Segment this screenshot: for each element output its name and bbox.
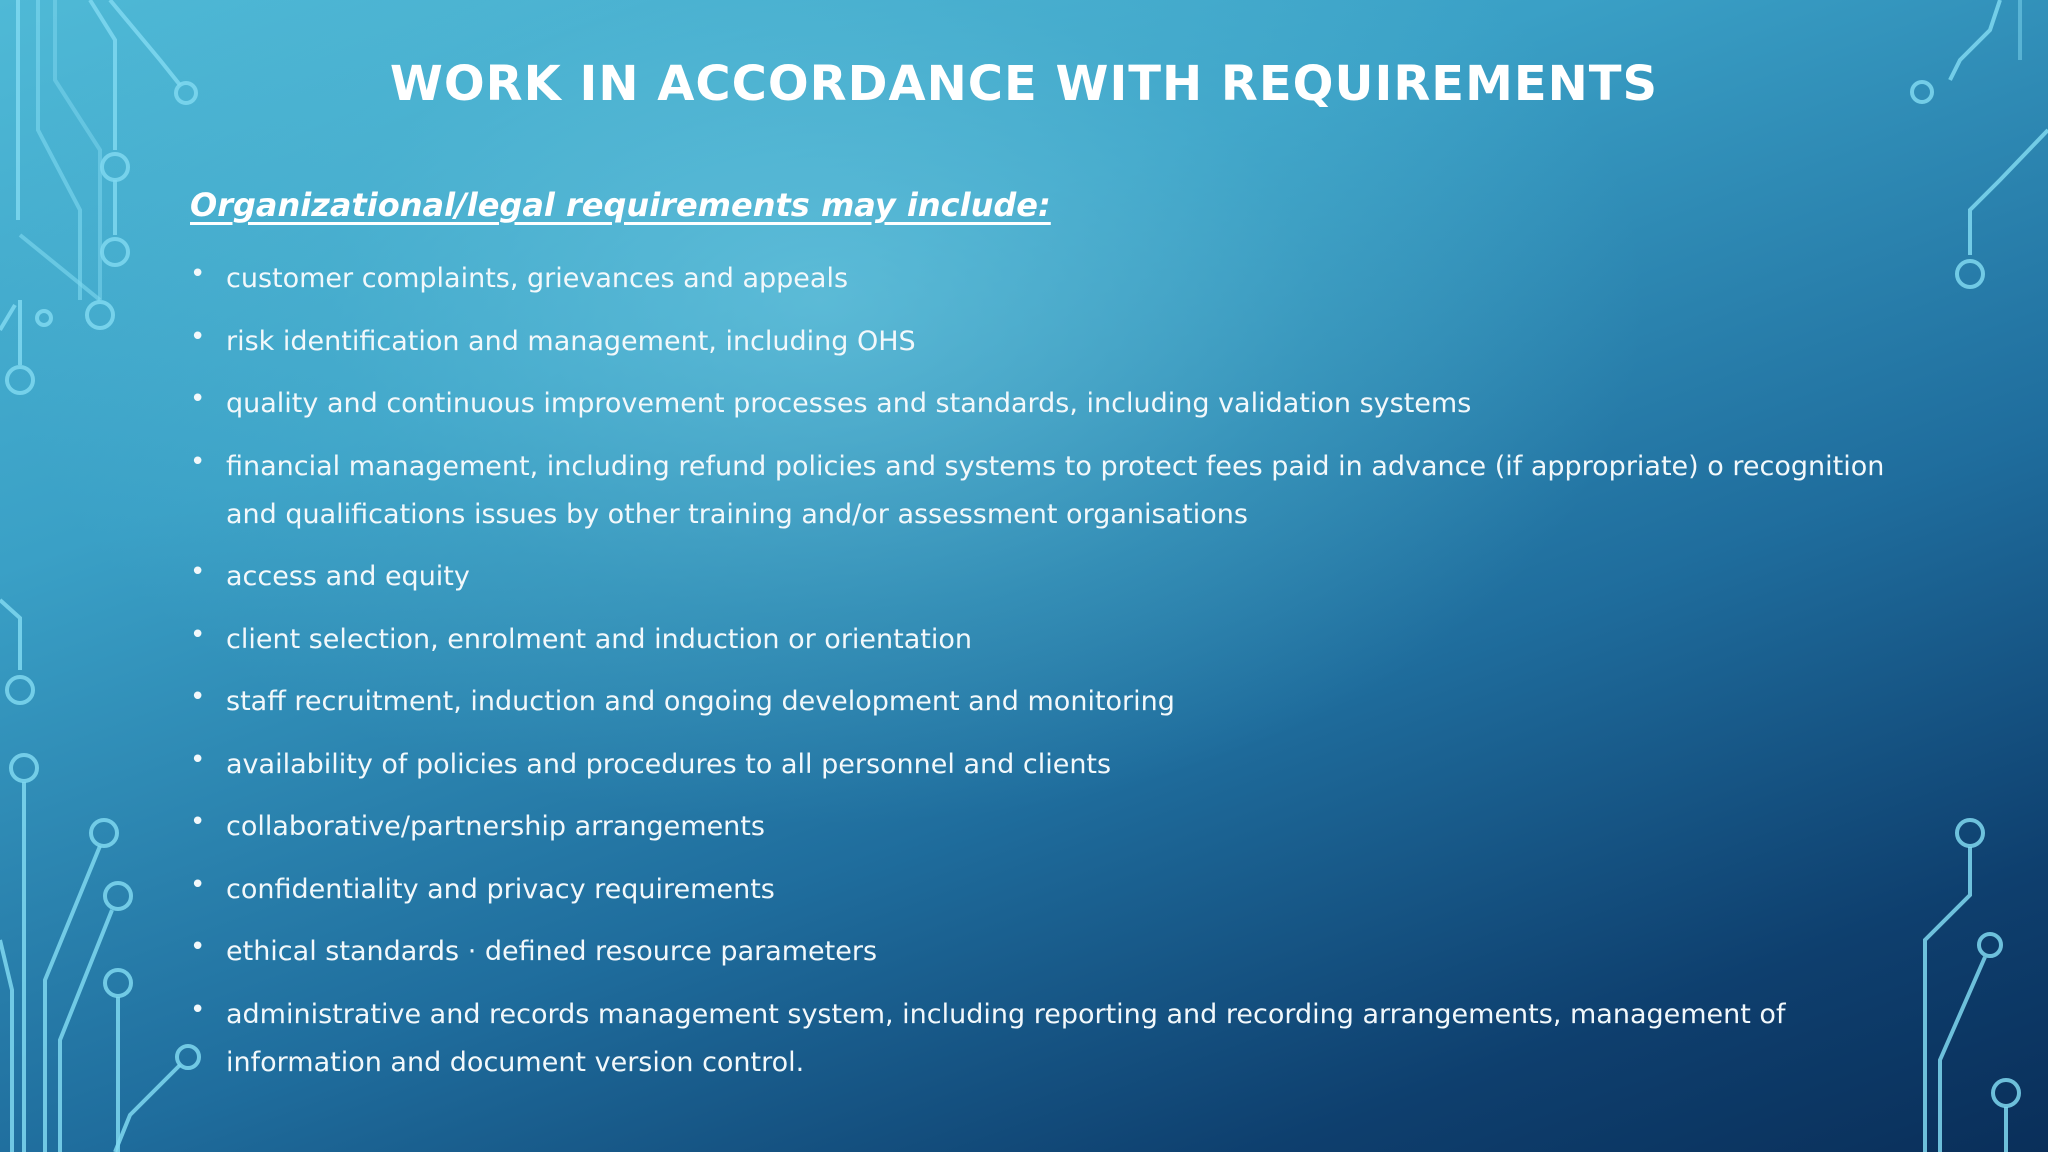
list-item-text: collaborative/partnership arrangements [226, 811, 765, 842]
list-item-text: client selection, enrolment and induction or orientation [226, 623, 972, 655]
list-item-text: access and equity [226, 561, 470, 592]
bullet-icon: • [190, 557, 206, 587]
section-subtitle: Organizational/legal requirements may include: [190, 186, 1051, 224]
bullet-icon: • [190, 619, 206, 650]
list-item [190, 553, 1930, 601]
bullet-icon: • [190, 807, 206, 837]
list-item-text: availability of policies and procedures to all personnel and clients [226, 748, 1112, 780]
list-item-text: confidentiality and privacy requirements [226, 873, 775, 905]
list-item [190, 318, 1930, 366]
bullet-icon: • [190, 384, 206, 414]
bullet-icon: • [190, 682, 206, 712]
list-item-text: administrative and records management system, including reporting and recording arrangements, management of information and document version control. [226, 998, 1786, 1078]
requirements-list [190, 255, 1930, 1101]
slide-title: WORK IN ACCORDANCE WITH REQUIREMENTS [389, 56, 1659, 112]
list-item-text: risk identification and management, including OHS [226, 325, 916, 357]
list-item [190, 866, 1930, 914]
bullet-icon: • [190, 932, 206, 962]
bullet-icon: • [190, 744, 206, 775]
bullet-icon: • [190, 321, 206, 352]
list-item-text: customer complaints, grievances and appeals [226, 263, 849, 294]
list-item [190, 616, 1930, 664]
bullet-icon: • [190, 869, 206, 900]
bullet-icon: • [190, 994, 206, 1025]
list-item-text: ethical standards · defined resource parameters [226, 936, 878, 967]
bullet-icon: • [190, 259, 206, 289]
list-item [190, 380, 1930, 428]
list-item-text: quality and continuous improvement processes and standards, including validation systems [226, 388, 1472, 419]
list-item-text: staff recruitment, induction and ongoing development and monitoring [226, 686, 1175, 717]
list-item [190, 678, 1930, 726]
list-item [190, 741, 1930, 789]
list-item [190, 255, 1930, 303]
list-item [190, 991, 1930, 1087]
list-item-text: financial management, including refund policies and systems to protect fees paid in advance (if appropriate) o recognition and qualifications issues by other training and/or assessment organisations [226, 450, 1885, 530]
bullet-icon: • [190, 446, 206, 477]
list-item [190, 443, 1930, 539]
list-item [190, 928, 1930, 976]
list-item [190, 803, 1930, 851]
